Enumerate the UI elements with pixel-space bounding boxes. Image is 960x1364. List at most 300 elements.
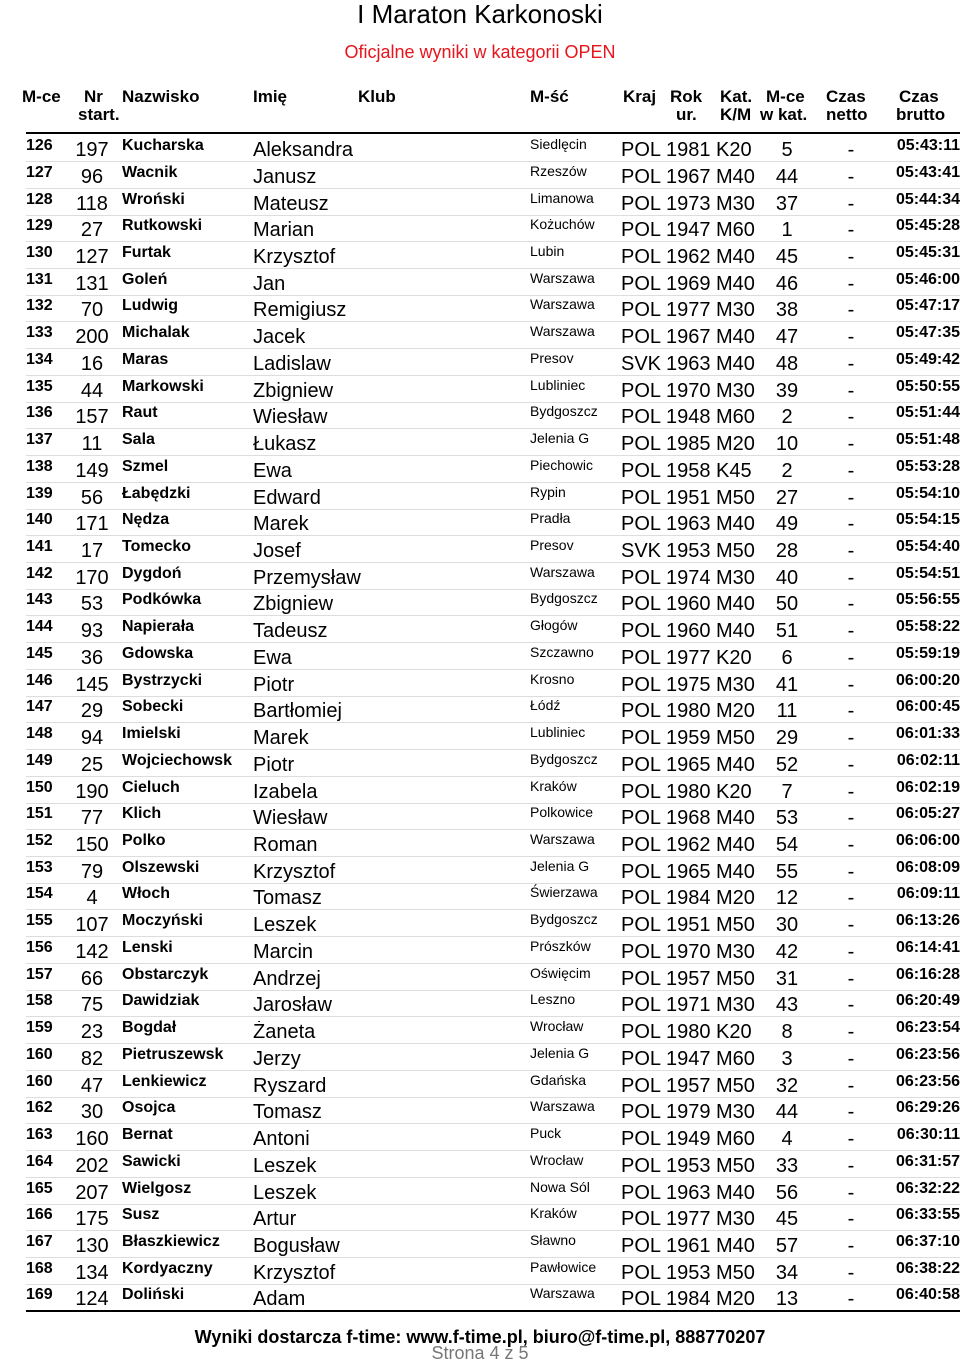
bib-cell: 11: [81, 433, 103, 455]
col-club: Klub: [358, 87, 396, 106]
bib-cell: 53: [80, 593, 104, 616]
firstname-cell: Marek: [253, 513, 309, 536]
surname-cell: Dygdoń: [122, 564, 182, 582]
surname-cell: Tomecko: [122, 538, 192, 555]
bib-cell: 207: [75, 1181, 109, 1204]
gross-time-cell: 06:40:58: [895, 1286, 960, 1304]
place-cell: 138: [26, 457, 53, 475]
firstname-cell: Bogusław: [253, 1234, 340, 1257]
birth-year-cell: 1970: [666, 940, 711, 963]
net-time-cell: -: [847, 994, 855, 1017]
category-cell: M50: [716, 1154, 755, 1177]
net-time-cell: -: [847, 566, 855, 589]
table-row: [0, 589, 960, 615]
bib-cell: 82: [80, 1047, 104, 1070]
country-cell: SVK: [621, 540, 662, 562]
firstname-cell: Josef: [253, 540, 301, 562]
category-place-cell: 7: [781, 780, 793, 803]
gross-time-cell: 06:02:11: [896, 751, 960, 769]
category-place-cell: 44: [775, 1101, 799, 1124]
surname-cell: Wielgosz: [122, 1179, 192, 1197]
surname-cell: Pietruszewsk: [122, 1045, 224, 1063]
category-cell: M40: [716, 593, 755, 616]
table-row: [0, 1044, 960, 1070]
club-cell: Bydgoszcz: [530, 911, 598, 928]
bib-cell: 170: [75, 566, 109, 589]
bib-cell: 93: [80, 620, 104, 643]
net-time-cell: -: [847, 673, 855, 696]
club-cell: Warszawa: [530, 269, 595, 286]
club-cell: Wrocław: [530, 1151, 584, 1168]
table-row: [0, 162, 960, 188]
net-time-cell: -: [847, 352, 855, 375]
gross-time-cell: 06:01:33: [895, 725, 960, 743]
net-time-cell: -: [847, 165, 855, 188]
firstname-cell: Edward: [253, 486, 321, 509]
place-cell: 162: [26, 1099, 53, 1117]
club-cell: Lubliniec: [530, 724, 586, 741]
club-cell: Świerzawa: [530, 884, 598, 901]
table-row: [0, 643, 960, 669]
col-year-line1: Rok: [670, 87, 703, 106]
surname-cell: Włoch: [122, 885, 170, 903]
gross-time-cell: 05:49:42: [895, 350, 960, 368]
surname-cell: Furtak: [122, 243, 171, 261]
place-cell: 145: [26, 644, 53, 662]
bib-cell: 131: [75, 272, 109, 295]
bib-cell: 142: [75, 940, 109, 963]
gross-time-cell: 06:23:54: [895, 1019, 960, 1037]
surname-cell: Imielski: [122, 725, 181, 743]
birth-year-cell: 1970: [666, 379, 711, 402]
country-cell: POL: [621, 326, 662, 349]
category-cell: K20: [716, 139, 752, 161]
firstname-cell: Krzysztof: [253, 860, 336, 883]
country-cell: POL: [621, 1101, 662, 1124]
bib-cell: 79: [80, 860, 104, 883]
bib-cell: 200: [75, 326, 109, 349]
category-cell: M40: [716, 620, 755, 643]
surname-cell: Raut: [122, 404, 158, 422]
club-cell: Głogów: [530, 617, 578, 634]
country-cell: POL: [621, 1128, 662, 1150]
birth-year-cell: 1962: [666, 834, 711, 856]
category-place-cell: 1: [781, 219, 793, 242]
net-time-cell: -: [847, 967, 855, 990]
table-row: [0, 1284, 960, 1310]
net-time-cell: -: [847, 1021, 855, 1044]
club-cell: Krosno: [530, 670, 575, 687]
table-row: [0, 1151, 960, 1177]
table-row: [0, 1017, 960, 1043]
club-cell: Kożuchów: [530, 216, 595, 233]
birth-year-cell: 1957: [666, 1074, 711, 1097]
surname-cell: Bogdał: [122, 1019, 177, 1037]
bib-cell: 124: [75, 1288, 109, 1311]
surname-cell: Obstarczyk: [122, 965, 209, 983]
category-place-cell: 30: [775, 914, 799, 937]
country-cell: POL: [621, 299, 662, 322]
club-cell: Jelenia G: [530, 857, 590, 874]
birth-year-cell: 1949: [666, 1128, 711, 1150]
gross-time-cell: 06:08:09: [895, 858, 960, 876]
gross-time-cell: 06:05:27: [895, 805, 960, 823]
country-cell: POL: [621, 700, 662, 723]
place-cell: 139: [26, 484, 53, 502]
firstname-cell: Aleksandra: [253, 139, 354, 161]
firstname-cell: Leszek: [253, 914, 317, 937]
surname-cell: Łabędzki: [122, 484, 191, 502]
net-time-cell: -: [847, 727, 855, 750]
col-bib-line2: start.: [78, 105, 120, 124]
firstname-cell: Mateusz: [253, 192, 329, 215]
gross-time-cell: 05:58:22: [895, 618, 960, 636]
bib-cell: 23: [80, 1021, 104, 1044]
birth-year-cell: 1971: [666, 994, 711, 1017]
category-place-cell: 48: [775, 352, 799, 375]
category-place-cell: 6: [781, 646, 793, 669]
club-cell: Leszno: [530, 991, 576, 1008]
net-time-cell: -: [847, 1128, 855, 1150]
bib-cell: 134: [75, 1261, 109, 1284]
surname-cell: Wojciechowsk: [122, 751, 232, 769]
gross-time-cell: 06:30:11: [896, 1126, 960, 1143]
club-cell: Pawłowice: [530, 1258, 597, 1275]
table-row: [0, 295, 960, 321]
surname-cell: Goleń: [122, 270, 168, 288]
gross-time-cell: 06:31:57: [895, 1152, 960, 1170]
birth-year-cell: 1969: [666, 272, 711, 295]
category-cell: M50: [716, 1074, 755, 1097]
club-cell: Presov: [530, 537, 574, 553]
table-row: [0, 215, 960, 241]
bottom-rule: [26, 1310, 960, 1312]
table-row: [0, 696, 960, 722]
club-cell: Jelenia G: [530, 430, 590, 446]
net-time-cell: -: [847, 940, 855, 963]
category-place-cell: 31: [775, 967, 799, 990]
firstname-cell: Piotr: [253, 753, 295, 776]
place-cell: 160: [26, 1045, 53, 1063]
table-row: [0, 189, 960, 215]
country-cell: POL: [621, 245, 662, 268]
surname-cell: Szmel: [122, 457, 169, 475]
category-cell: M60: [716, 1128, 755, 1150]
category-place-cell: 46: [775, 272, 799, 295]
surname-cell: Sawicki: [122, 1152, 181, 1170]
birth-year-cell: 1959: [666, 727, 711, 750]
col-net-line2: netto: [826, 105, 868, 124]
category-cell: M40: [716, 753, 755, 776]
place-cell: 157: [26, 965, 53, 983]
net-time-cell: -: [847, 1154, 855, 1177]
net-time-cell: -: [847, 192, 855, 215]
category-cell: M40: [716, 272, 755, 295]
place-cell: 169: [26, 1286, 53, 1304]
table-row: [0, 269, 960, 295]
place-cell: 166: [26, 1206, 53, 1224]
bib-cell: 197: [75, 139, 109, 161]
category-cell: M40: [716, 834, 755, 856]
category-place-cell: 50: [775, 593, 799, 616]
net-time-cell: -: [847, 914, 855, 937]
place-cell: 150: [26, 778, 53, 796]
bib-cell: 157: [75, 406, 109, 429]
bib-cell: 36: [80, 646, 104, 669]
country-cell: POL: [621, 834, 662, 856]
country-cell: POL: [621, 860, 662, 883]
category-place-cell: 41: [775, 673, 799, 696]
bib-cell: 30: [80, 1101, 104, 1124]
table-row: [0, 723, 960, 749]
firstname-cell: Wiesław: [253, 807, 328, 830]
table-row: [0, 1178, 960, 1204]
category-cell: M40: [716, 513, 755, 536]
club-cell: Puck: [530, 1125, 562, 1141]
net-time-cell: -: [847, 1208, 855, 1231]
firstname-cell: Leszek: [253, 1181, 317, 1204]
gross-time-cell: 06:13:26: [895, 912, 960, 930]
table-row: [0, 670, 960, 696]
country-cell: POL: [621, 914, 662, 937]
birth-year-cell: 1977: [666, 299, 711, 322]
country-cell: POL: [621, 1288, 662, 1311]
page-subtitle: Oficjalne wyniki w kategorii OPEN: [344, 42, 616, 62]
country-cell: POL: [621, 459, 662, 482]
net-time-cell: -: [847, 593, 855, 616]
birth-year-cell: 1951: [666, 486, 711, 509]
category-cell: K20: [716, 1021, 752, 1044]
category-cell: M30: [716, 299, 755, 322]
club-cell: Łódź: [530, 697, 561, 714]
birth-year-cell: 1958: [666, 459, 711, 482]
table-row: [0, 536, 960, 562]
country-cell: POL: [621, 379, 662, 402]
category-place-cell: 39: [775, 379, 799, 402]
club-cell: Siedlęcin: [530, 136, 587, 152]
gross-time-cell: 06:00:45: [895, 698, 960, 716]
surname-cell: Susz: [122, 1206, 160, 1224]
category-place-cell: 55: [775, 860, 799, 883]
category-cell: M60: [716, 406, 755, 429]
table-row: [0, 135, 960, 161]
place-cell: 155: [26, 912, 53, 930]
gross-time-cell: 05:51:44: [895, 404, 960, 422]
net-time-cell: -: [847, 700, 855, 723]
category-place-cell: 10: [775, 433, 799, 455]
birth-year-cell: 1963: [666, 513, 711, 536]
gross-time-cell: 05:53:28: [895, 457, 960, 475]
country-cell: POL: [621, 593, 662, 616]
firstname-cell: Leszek: [253, 1154, 317, 1177]
net-time-cell: -: [847, 1261, 855, 1284]
firstname-cell: Przemysław: [253, 566, 361, 589]
category-cell: M30: [716, 379, 755, 402]
firstname-cell: Antoni: [253, 1128, 310, 1150]
table-row: [0, 750, 960, 776]
net-time-cell: -: [847, 272, 855, 295]
club-cell: Wrocław: [530, 1018, 584, 1035]
table-row: [0, 1231, 960, 1257]
place-cell: 147: [26, 698, 53, 716]
country-cell: POL: [621, 1208, 662, 1231]
net-time-cell: -: [847, 513, 855, 536]
club-cell: Gdańska: [530, 1071, 587, 1088]
table-row: [0, 830, 960, 856]
surname-cell: Bernat: [122, 1126, 173, 1143]
place-cell: 168: [26, 1259, 53, 1277]
birth-year-cell: 1984: [666, 887, 711, 910]
bib-cell: 145: [75, 673, 109, 696]
gross-time-cell: 05:45:28: [895, 217, 960, 235]
birth-year-cell: 1979: [666, 1101, 711, 1124]
category-place-cell: 38: [775, 299, 799, 322]
table-row: [0, 910, 960, 936]
bib-cell: 77: [80, 807, 104, 830]
category-place-cell: 2: [781, 406, 793, 429]
birth-year-cell: 1967: [666, 326, 711, 349]
bib-cell: 150: [75, 834, 109, 856]
category-cell: M30: [716, 940, 755, 963]
col-gross-line2: brutto: [896, 105, 946, 124]
category-cell: M40: [716, 352, 755, 375]
birth-year-cell: 1951: [666, 914, 711, 937]
club-cell: Bydgoszcz: [530, 590, 598, 607]
col-catplace-line2: w kat.: [760, 105, 808, 124]
surname-cell: Gdowska: [122, 644, 194, 662]
gross-time-cell: 05:54:40: [895, 538, 960, 555]
place-cell: 143: [26, 591, 53, 609]
club-cell: Warszawa: [530, 296, 595, 313]
gross-time-cell: 06:23:56: [895, 1072, 960, 1090]
country-cell: POL: [621, 1261, 662, 1284]
col-cat-line1: Kat.: [720, 87, 753, 106]
birth-year-cell: 1963: [666, 352, 711, 375]
bib-cell: 127: [75, 245, 109, 268]
net-time-cell: -: [847, 807, 855, 830]
table-row: [0, 990, 960, 1016]
birth-year-cell: 1947: [666, 1047, 711, 1070]
category-cell: M30: [716, 1208, 755, 1231]
category-place-cell: 47: [775, 326, 799, 349]
surname-cell: Klich: [122, 805, 162, 823]
gross-time-cell: 05:59:19: [895, 644, 960, 662]
birth-year-cell: 1947: [666, 219, 711, 242]
country-cell: POL: [621, 165, 662, 188]
firstname-cell: Bartłomiej: [253, 700, 342, 723]
category-place-cell: 43: [775, 994, 799, 1017]
country-cell: POL: [621, 219, 662, 242]
surname-cell: Lenkiewicz: [122, 1072, 207, 1090]
category-cell: M40: [716, 326, 755, 349]
club-cell: Rypin: [530, 483, 566, 500]
bib-cell: 175: [75, 1208, 109, 1231]
club-cell: Presov: [530, 349, 574, 366]
club-cell: Warszawa: [530, 1098, 595, 1115]
gross-time-cell: 06:38:22: [895, 1259, 960, 1277]
page-title: I Maraton Karkonoski: [357, 0, 603, 29]
surname-cell: Kordyaczny: [122, 1259, 213, 1277]
surname-cell: Cieluch: [122, 778, 180, 796]
table-header: [0, 88, 960, 128]
col-year-line2: ur.: [676, 105, 697, 124]
net-time-cell: -: [847, 1288, 855, 1311]
firstname-cell: Andrzej: [253, 967, 321, 990]
gross-time-cell: 05:56:55: [895, 591, 960, 609]
surname-cell: Wroński: [122, 190, 185, 208]
place-cell: 128: [26, 190, 53, 208]
table-row: [0, 456, 960, 482]
table-row: [0, 964, 960, 990]
net-time-cell: -: [847, 459, 855, 482]
country-cell: POL: [621, 1074, 662, 1097]
place-cell: 153: [26, 858, 53, 876]
table-row: [0, 242, 960, 268]
net-time-cell: -: [847, 326, 855, 349]
place-cell: 129: [26, 217, 53, 235]
club-cell: Szczawno: [530, 643, 594, 660]
place-cell: 126: [26, 137, 53, 154]
place-cell: 149: [26, 751, 53, 769]
bib-cell: 56: [80, 486, 104, 509]
firstname-cell: Artur: [253, 1208, 297, 1231]
birth-year-cell: 1967: [666, 165, 711, 188]
category-cell: M20: [716, 700, 755, 723]
bib-cell: 94: [80, 727, 104, 750]
country-cell: POL: [621, 887, 662, 910]
firstname-cell: Adam: [253, 1288, 306, 1311]
birth-year-cell: 1980: [666, 1021, 711, 1044]
firstname-cell: Tomasz: [253, 1101, 322, 1124]
firstname-cell: Marian: [253, 219, 315, 242]
category-place-cell: 57: [775, 1234, 799, 1257]
col-cat-line2: K/M: [720, 105, 752, 124]
firstname-cell: Piotr: [253, 673, 295, 696]
surname-cell: Napierała: [122, 618, 195, 636]
category-place-cell: 4: [781, 1128, 793, 1150]
net-time-cell: -: [847, 1101, 855, 1124]
place-cell: 156: [26, 938, 53, 956]
club-cell: Bydgoszcz: [530, 403, 598, 420]
place-cell: 132: [26, 297, 53, 315]
surname-cell: Kucharska: [122, 137, 204, 154]
bib-cell: 17: [80, 540, 104, 562]
category-place-cell: 53: [775, 807, 799, 830]
surname-cell: Sobecki: [122, 698, 184, 716]
country-cell: POL: [621, 486, 662, 509]
category-place-cell: 12: [775, 887, 799, 910]
surname-cell: Nędza: [122, 511, 170, 529]
gross-time-cell: 06:00:20: [895, 671, 960, 689]
net-time-cell: -: [847, 406, 855, 429]
country-cell: POL: [621, 807, 662, 830]
category-cell: M60: [716, 1047, 755, 1070]
category-cell: M30: [716, 192, 755, 215]
surname-cell: Ludwig: [122, 297, 178, 315]
club-cell: Oświęcim: [530, 964, 591, 981]
net-time-cell: -: [847, 887, 855, 910]
firstname-cell: Marek: [253, 727, 309, 750]
header-rule: [26, 132, 960, 134]
place-cell: 152: [26, 832, 53, 849]
category-place-cell: 32: [775, 1074, 799, 1097]
bib-cell: 130: [75, 1234, 109, 1257]
bib-cell: 44: [80, 379, 104, 402]
place-cell: 136: [26, 404, 53, 422]
table-row: [0, 1071, 960, 1097]
birth-year-cell: 1960: [666, 620, 711, 643]
gross-time-cell: 06:37:10: [895, 1232, 960, 1250]
